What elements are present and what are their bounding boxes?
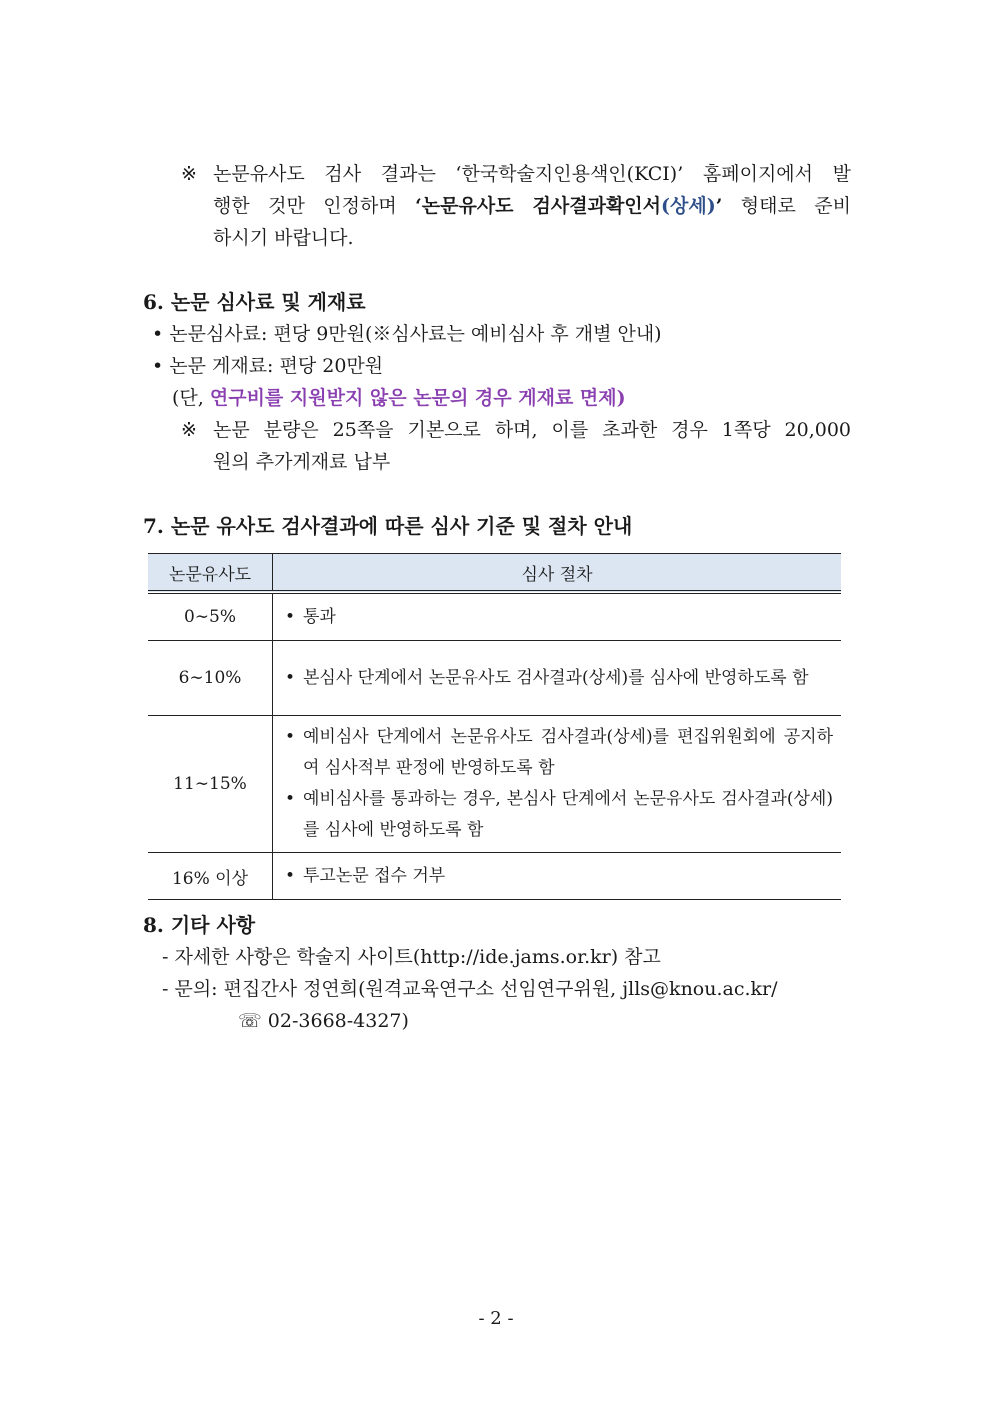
procedure-cell (273, 641, 842, 716)
procedure-item: • 예비심사 단계에서 논문유사도 검사결과(상세)를 편집위원회에 공지하여 심사적부 판정에 반영하도록 함 (281, 722, 833, 784)
note-mark: ※ (181, 419, 197, 441)
note-line (213, 190, 851, 222)
procedure-item: • 투고논문 접수 거부 (281, 861, 833, 892)
note-line: 논문유사도 검사 결과는 ‘한국학술지인용색인(KCI)’ 홈페이지에서 발 (213, 163, 851, 185)
publication-fee-item: • 논문 게재료: 편당 20만원 (152, 355, 384, 377)
paren-open: (단, (172, 387, 210, 409)
note-mark: ※ (181, 163, 197, 185)
procedure-item: • 예비심사를 통과하는 경우, 본심사 단계에서 논문유사도 검사결과(상세)를 심사에 반영하도록 함 (281, 784, 833, 846)
procedure-item: • 본심사 단계에서 논문유사도 검사결과(상세)를 심사에 반영하도록 함 (281, 663, 833, 694)
note-text: 형태로 준비 (722, 195, 851, 217)
procedure-cell (273, 853, 842, 900)
header-similarity: 논문유사도 (148, 554, 273, 593)
page-number: - 2 - (478, 1308, 514, 1329)
similarity-range: 11∼15% (148, 716, 273, 853)
section-7-heading: 7. 논문 유사도 검사결과에 따른 심사 기준 및 절차 안내 (143, 514, 633, 538)
header-procedure: 심사 절차 (273, 554, 842, 593)
fee-waiver-line (172, 382, 626, 414)
page-limit-note: 논문 분량은 25쪽을 기본으로 하며, 이를 초과한 경우 1쪽당 20,000 (213, 419, 851, 441)
procedure-cell (273, 716, 842, 853)
table-row (148, 853, 841, 900)
website-info: - 자세한 사항은 학술지 사이트(http://ide.jams.or.kr) 참고 (162, 946, 661, 968)
section-8-heading: 8. 기타 사항 (143, 913, 256, 937)
fee-waiver-text: 연구비를 지원받지 않은 논문의 경우 게재료 면제) (209, 387, 626, 409)
page-limit-note: 원의 추가게재료 납부 (213, 451, 391, 473)
procedure-cell (273, 592, 842, 641)
note-emphasis: ‘논문유사도 검사결과확인서 (415, 195, 662, 217)
similarity-review-table (148, 553, 841, 900)
note-text: 행한 것만 인정하며 (213, 195, 416, 217)
similarity-range: 6∼10% (148, 641, 273, 716)
contact-info: - 문의: 편집간사 정연희(원격교육연구소 선임연구위원, jlls@knou.ac.kr/ (162, 978, 778, 1000)
table-row (148, 592, 841, 641)
contact-phone: ☏ 02-3668-4327) (238, 1010, 409, 1032)
note-emphasis-quote: ’ (715, 195, 723, 217)
note-line: 하시기 바랍니다. (213, 227, 354, 249)
section-6-heading: 6. 논문 심사료 및 게재료 (143, 290, 366, 314)
procedure-item: • 통과 (281, 602, 833, 633)
similarity-range: 16% 이상 (148, 853, 273, 900)
table-header-row (148, 554, 841, 593)
review-fee-item: • 논문심사료: 편당 9만원(※심사료는 예비심사 후 개별 안내) (152, 323, 662, 345)
note-emphasis-detail: (상세) (661, 195, 716, 217)
table-row (148, 716, 841, 853)
similarity-range: 0∼5% (148, 592, 273, 641)
table-row (148, 641, 841, 716)
